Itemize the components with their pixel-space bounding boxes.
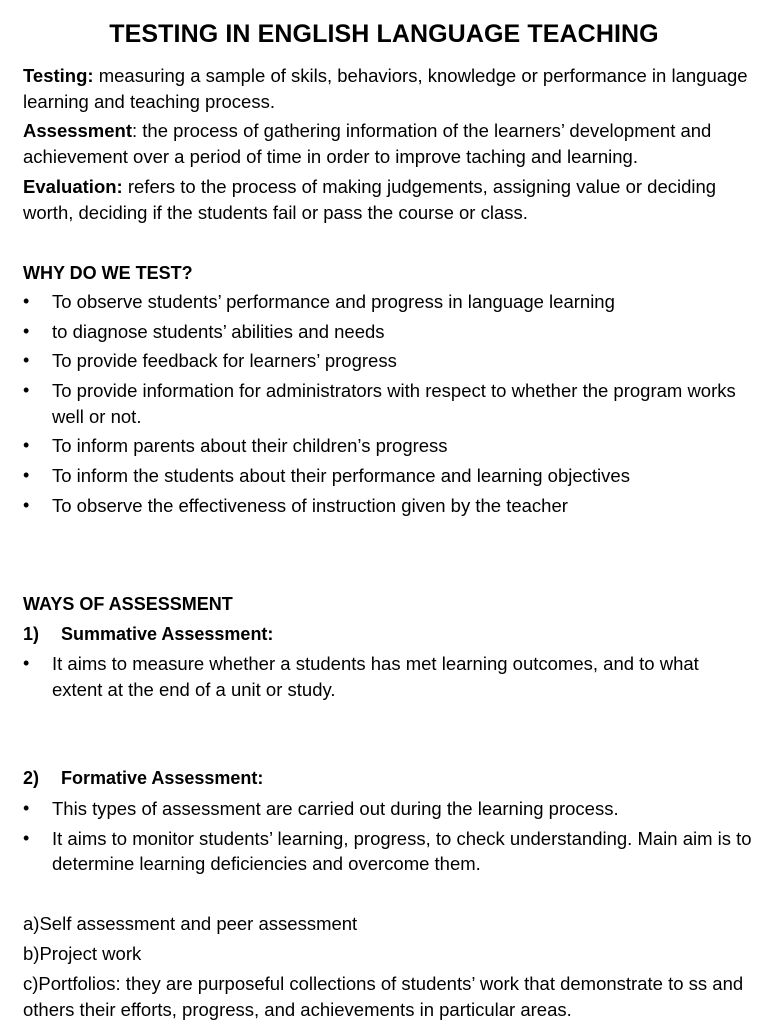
summative-list [23, 651, 753, 706]
list-item-text: This types of assessment are carried out during the learning process. [52, 798, 619, 819]
definition-evaluation [23, 174, 753, 225]
definition-text: measuring a sample of skils, behaviors, knowledge or performance in language learning and teaching process. [23, 65, 748, 112]
bullet-icon: • [23, 380, 30, 401]
page-title: TESTING IN ENGLISH LANGUAGE TEACHING [109, 20, 659, 48]
list-item-text: To provide information for administrators with respect to whether the program works well or not. [52, 380, 736, 427]
formative-heading [23, 766, 263, 790]
bullet-icon: • [23, 350, 30, 371]
list-item [23, 348, 753, 374]
bullet-icon: • [23, 435, 30, 456]
summative-number: 1) [23, 624, 40, 644]
list-item [23, 378, 753, 429]
list-item [23, 463, 753, 489]
definition-assessment [23, 118, 753, 169]
list-item [23, 493, 753, 519]
summative-heading [23, 622, 273, 646]
type-self-peer: a)Self assessment and peer assessment [23, 913, 358, 934]
bullet-icon: • [23, 827, 30, 848]
definition-testing [23, 63, 753, 114]
list-item-text: To observe the effectiveness of instruction given by the teacher [52, 494, 568, 516]
list-item-text: To inform parents about their children’s progress [52, 435, 448, 457]
bullet-icon: • [23, 798, 30, 818]
list-item [23, 433, 753, 459]
ways-heading: WAYS OF ASSESSMENT [23, 594, 233, 614]
bullet-icon: • [23, 653, 30, 673]
list-item-text: To inform the students about their performance and learning objectives [52, 464, 630, 486]
list-item [23, 796, 753, 822]
bullet-icon: • [23, 291, 30, 311]
type-project-work: b)Project work [23, 943, 142, 964]
definition-term: Assessment [23, 120, 133, 141]
list-item [23, 651, 753, 702]
list-item [23, 826, 753, 877]
summative-label: Summative Assessment: [61, 624, 274, 644]
list-item-text: It aims to monitor students’ learning, progress, to check understanding. Main aim is to determine learning deficiencies and overcome them. [52, 827, 752, 875]
why-heading: WHY DO WE TEST? [23, 263, 193, 283]
formative-list [23, 796, 753, 881]
bullet-icon: • [23, 494, 30, 515]
list-item-text: to diagnose students’ abilities and needs [52, 320, 385, 342]
formative-label: Formative Assessment: [61, 768, 264, 788]
why-list [23, 289, 753, 522]
list-item-text: It aims to measure whether a students has met learning outcomes, and to what extent at the end of a unit or study. [52, 653, 699, 700]
list-item [23, 319, 753, 345]
list-item-text: To provide feedback for learners’ progress [52, 350, 397, 372]
definition-term: Evaluation: [23, 176, 123, 197]
bullet-icon: • [23, 320, 30, 341]
formative-number: 2) [23, 768, 40, 788]
definition-term: Testing: [23, 65, 94, 86]
bullet-icon: • [23, 464, 30, 485]
list-item-text: To observe students’ performance and progress in language learning [52, 291, 615, 312]
type-portfolios: c)Portfolios: they are purposeful collections of students’ work that demonstrate to ss and others their efforts, progress, and achievements in particular areas. [23, 973, 744, 1020]
definition-text: : the process of gathering information of the learners’ development and achievement over a period of time in order to improve taching and learning. [23, 120, 712, 167]
list-item [23, 289, 753, 315]
definition-text: refers to the process of making judgements, assigning value or deciding worth, deciding if the students fail or pass the course or class. [23, 176, 717, 223]
